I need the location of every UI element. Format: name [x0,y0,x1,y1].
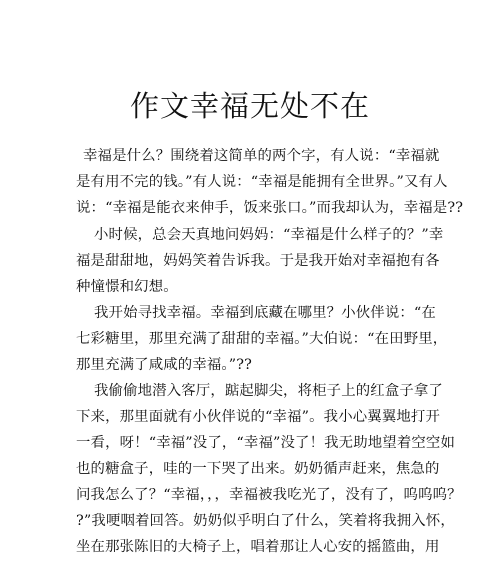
text-line: 我偷偷地潜入客厅，踮起脚尖，将柜子上的红盒子拿了 [94,383,443,399]
text-line: 种憧憬和幻想。 [76,279,178,295]
text-line: 我开始寻找幸福。幸福到底藏在哪里？小伙伴说：“在 [94,305,436,321]
text-line: 幸福是什么？围绕着这简单的两个字，有人说：“幸福就 [83,148,440,164]
text-line: 小时候，总会天真地问妈妈：“幸福是什么样子的？”幸 [94,227,444,243]
text-line: 一看，呀！“幸福”没了，“幸福”没了！我无助地望着空空如 [76,435,456,451]
text-line: ?”我哽咽着回答。奶奶似乎明白了什么，笑着将我拥入怀， [76,513,455,529]
text-line: 七彩糖里，那里充满了甜甜的幸福。”大伯说：“在田野里， [76,331,448,347]
text-line: 下来，那里面就有小伙伴说的“幸福”。我小心翼翼地打开 [76,409,440,425]
text-line: 说：“幸福是能衣来伸手，饭来张口。”而我却认为，幸福是?? [76,200,464,216]
text-line: 坐在那张陈旧的大椅子上，唱着那让人心安的摇篮曲，用 [76,539,440,555]
text-line: 那里充满了咸咸的幸福。”?? [76,357,252,373]
text-line: 问我怎么了？“幸福，，，幸福被我吃光了，没有了，呜呜呜？ [76,487,462,503]
text-line: 也的糖盒子，哇的一下哭了出来。奶奶循声赶来，焦急的 [76,461,440,477]
document-title: 作文幸福无处不在 [129,89,370,123]
text-line: 福是甜甜地，妈妈笑着告诉我。于是我开始对幸福抱有各 [76,253,440,269]
text-line: 是有用不完的钱。”有人说：“幸福是能拥有全世界。”又有人 [76,174,448,190]
